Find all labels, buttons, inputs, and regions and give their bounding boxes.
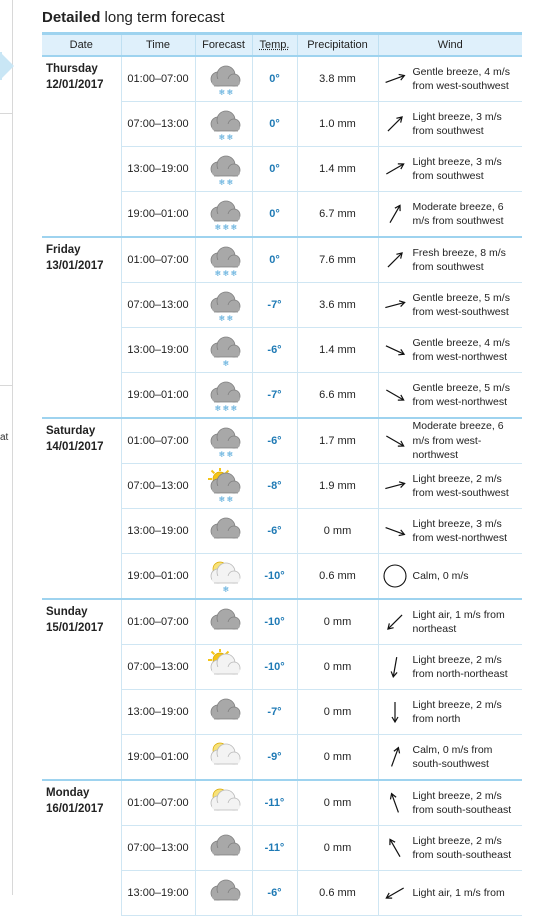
wind-arrow-icon	[382, 428, 408, 454]
table-row	[42, 780, 522, 826]
snowflake-icon: ❄	[218, 495, 225, 504]
temperature-cell: -10°	[252, 599, 297, 645]
wind-arrow-icon	[382, 609, 408, 635]
calm-circle-icon	[382, 563, 408, 589]
wind-description: Gentle breeze, 5 m/s from west-southwest	[412, 291, 510, 318]
snowflake-icon: ❄	[226, 495, 233, 504]
wind-cell	[378, 192, 522, 238]
moon-cloud-icon	[204, 785, 244, 821]
header-wind: Wind	[378, 34, 522, 57]
wind-cell	[378, 283, 522, 328]
time-cell: 07:00–13:00	[121, 102, 195, 147]
day-name: Sunday	[46, 606, 88, 618]
snowflake-icon: ❄	[218, 314, 225, 323]
temperature-cell: -6°	[252, 418, 297, 464]
sun-cloud-snow-icon	[204, 468, 244, 504]
forecast-cell	[195, 464, 252, 509]
sun-cloud-icon	[204, 649, 244, 685]
time-cell: 19:00–01:00	[121, 373, 195, 419]
day-date: 16/01/2017	[46, 803, 104, 815]
table-row	[42, 599, 522, 645]
time-cell: 13:00–19:00	[121, 147, 195, 192]
precipitation-cell: 0 mm	[297, 645, 378, 690]
wind-cell	[378, 328, 522, 373]
forecast-cell	[195, 373, 252, 419]
precipitation-cell: 1.0 mm	[297, 102, 378, 147]
time-cell: 19:00–01:00	[121, 554, 195, 600]
header-temp: Temp.	[252, 34, 297, 57]
temperature-cell: -11°	[252, 826, 297, 871]
wind-description: Light breeze, 2 m/s from north-northeast	[412, 653, 508, 680]
day-date: 15/01/2017	[46, 622, 104, 634]
day-date: 14/01/2017	[46, 441, 104, 453]
forecast-cell	[195, 690, 252, 735]
cloud-snow-icon	[204, 332, 244, 368]
precipitation-cell: 0.6 mm	[297, 871, 378, 916]
temperature-cell: -8°	[252, 464, 297, 509]
temperature-cell: -6°	[252, 871, 297, 916]
wind-cell	[378, 237, 522, 283]
header-precipitation: Precipitation	[297, 34, 378, 57]
precipitation-cell: 0 mm	[297, 599, 378, 645]
time-cell: 01:00–07:00	[121, 599, 195, 645]
snowflake-icon: ❄	[230, 223, 237, 232]
cloud-icon	[204, 513, 244, 549]
wind-arrow-icon	[382, 880, 408, 906]
temperature-cell: -7°	[252, 690, 297, 735]
forecast-cell	[195, 237, 252, 283]
wind-arrow-icon	[382, 790, 408, 816]
wind-cell	[378, 373, 522, 419]
left-panel-divider	[0, 385, 12, 386]
temperature-cell: 0°	[252, 237, 297, 283]
time-cell: 01:00–07:00	[121, 56, 195, 102]
wind-cell	[378, 56, 522, 102]
day-name: Thursday	[46, 63, 98, 75]
wind-description: Fresh breeze, 8 m/s from southwest	[412, 246, 506, 273]
cloud-snow-icon	[204, 242, 244, 278]
snowflake-icon: ❄	[222, 585, 229, 594]
snowflake-icon: ❄	[226, 314, 233, 323]
wind-cell	[378, 509, 522, 554]
forecast-cell	[195, 328, 252, 373]
snowflake-icon: ❄	[226, 88, 233, 97]
precipitation-cell: 3.6 mm	[297, 283, 378, 328]
wind-arrow-icon	[382, 835, 408, 861]
forecast-cell	[195, 56, 252, 102]
cloud-snow-icon	[204, 423, 244, 459]
wind-description: Calm, 0 m/s from south-southwest	[412, 743, 493, 770]
forecast-cell	[195, 147, 252, 192]
cloud-icon	[204, 875, 244, 911]
wind-cell	[378, 464, 522, 509]
wind-arrow-icon	[382, 111, 408, 137]
wind-description: Light air, 1 m/s from	[412, 886, 505, 899]
left-panel-divider	[0, 113, 12, 114]
wind-cell	[378, 780, 522, 826]
wind-description: Gentle breeze, 4 m/s from west-southwest	[412, 65, 510, 92]
day-cell	[42, 418, 121, 599]
cloud-snow-icon	[204, 287, 244, 323]
wind-description: Moderate breeze, 6 m/s from southwest	[412, 200, 504, 227]
forecast-cell	[195, 645, 252, 690]
wind-arrow-icon	[382, 518, 408, 544]
wind-description: Light breeze, 2 m/s from north	[412, 698, 502, 725]
wind-description: Light breeze, 2 m/s from west-southwest	[412, 472, 509, 499]
wind-cell	[378, 826, 522, 871]
cloud-icon	[204, 830, 244, 866]
wind-description: Light air, 1 m/s from northeast	[412, 608, 505, 635]
wind-cell	[378, 554, 522, 600]
wind-arrow-icon	[382, 156, 408, 182]
wind-cell	[378, 147, 522, 192]
page-title-rest: long term forecast	[100, 9, 225, 26]
forecast-cell	[195, 102, 252, 147]
wind-description: Light breeze, 3 m/s from southwest	[412, 110, 502, 137]
precipitation-cell: 0 mm	[297, 826, 378, 871]
time-cell: 07:00–13:00	[121, 826, 195, 871]
snowflake-icon: ❄	[230, 269, 237, 278]
forecast-cell	[195, 871, 252, 916]
snowflake-icon: ❄	[218, 450, 225, 459]
temperature-cell: -11°	[252, 780, 297, 826]
wind-arrow-icon	[382, 744, 408, 770]
wind-cell	[378, 599, 522, 645]
cloud-snow-icon	[204, 151, 244, 187]
temperature-cell: -10°	[252, 554, 297, 600]
left-panel-text: at	[0, 432, 9, 443]
time-cell: 13:00–19:00	[121, 690, 195, 735]
day-date: 13/01/2017	[46, 260, 104, 272]
time-cell: 07:00–13:00	[121, 645, 195, 690]
cloud-snow-icon	[204, 196, 244, 232]
forecast-cell	[195, 780, 252, 826]
precipitation-cell: 6.7 mm	[297, 192, 378, 238]
time-cell: 01:00–07:00	[121, 237, 195, 283]
wind-description: Light breeze, 3 m/s from west-northwest	[412, 517, 508, 544]
precipitation-cell: 6.6 mm	[297, 373, 378, 419]
snowflake-icon: ❄	[222, 269, 229, 278]
wind-arrow-icon	[382, 382, 408, 408]
header-time: Time	[121, 34, 195, 57]
temperature-cell: -7°	[252, 283, 297, 328]
page-title-bold: Detailed	[42, 9, 101, 26]
table-row	[42, 237, 522, 283]
cloud-icon	[204, 694, 244, 730]
snowflake-icon: ❄	[218, 178, 225, 187]
day-name: Saturday	[46, 425, 96, 437]
time-cell: 13:00–19:00	[121, 871, 195, 916]
precipitation-cell: 1.7 mm	[297, 418, 378, 464]
table-row	[42, 56, 522, 102]
forecast-cell	[195, 826, 252, 871]
day-name: Monday	[46, 787, 90, 799]
time-cell: 19:00–01:00	[121, 192, 195, 238]
snowflake-icon: ❄	[226, 178, 233, 187]
wind-description: Gentle breeze, 5 m/s from west-northwest	[412, 381, 510, 408]
wind-arrow-icon	[382, 247, 408, 273]
wind-arrow-icon	[382, 66, 408, 92]
precipitation-cell: 0 mm	[297, 509, 378, 554]
snowflake-icon: ❄	[222, 223, 229, 232]
time-cell: 13:00–19:00	[121, 328, 195, 373]
precipitation-cell: 3.8 mm	[297, 56, 378, 102]
temperature-cell: 0°	[252, 192, 297, 238]
temperature-cell: 0°	[252, 102, 297, 147]
cloud-snow-icon	[204, 377, 244, 413]
temperature-cell: -10°	[252, 645, 297, 690]
wind-arrow-icon	[382, 201, 408, 227]
precipitation-cell: 1.4 mm	[297, 147, 378, 192]
wind-description: Moderate breeze, 6 m/s from west-northwest	[412, 420, 504, 462]
forecast-cell	[195, 283, 252, 328]
time-cell: 07:00–13:00	[121, 464, 195, 509]
precipitation-cell: 0 mm	[297, 735, 378, 781]
forecast-cell	[195, 599, 252, 645]
temperature-cell: 0°	[252, 56, 297, 102]
time-cell: 01:00–07:00	[121, 418, 195, 464]
wind-cell	[378, 690, 522, 735]
wind-description: Gentle breeze, 4 m/s from west-northwest	[412, 336, 510, 363]
time-cell: 19:00–01:00	[121, 735, 195, 781]
wind-arrow-icon	[382, 473, 408, 499]
forecast-cell	[195, 735, 252, 781]
wind-description: Light breeze, 3 m/s from southwest	[412, 155, 502, 182]
snowflake-icon: ❄	[214, 404, 221, 413]
snowflake-icon: ❄	[222, 359, 229, 368]
snowflake-icon: ❄	[214, 269, 221, 278]
snowflake-icon: ❄	[214, 223, 221, 232]
precipitation-cell: 0 mm	[297, 690, 378, 735]
wind-cell	[378, 645, 522, 690]
snowflake-icon: ❄	[222, 404, 229, 413]
day-name: Friday	[46, 244, 81, 256]
forecast-cell	[195, 192, 252, 238]
header-forecast: Forecast	[195, 34, 252, 57]
snowflake-icon: ❄	[226, 133, 233, 142]
forecast-cell	[195, 509, 252, 554]
wind-cell	[378, 735, 522, 781]
time-cell: 01:00–07:00	[121, 780, 195, 826]
moon-cloud-snow-icon	[204, 558, 244, 594]
wind-cell	[378, 102, 522, 147]
temperature-cell: -6°	[252, 509, 297, 554]
table-header-row	[42, 34, 522, 57]
cloud-icon	[204, 604, 244, 640]
day-cell	[42, 237, 121, 418]
table-row	[42, 418, 522, 464]
time-cell: 07:00–13:00	[121, 283, 195, 328]
cloud-snow-icon	[204, 106, 244, 142]
wind-description: Calm, 0 m/s	[412, 569, 469, 582]
header-date: Date	[42, 34, 121, 57]
snowflake-icon: ❄	[218, 133, 225, 142]
precipitation-cell: 1.9 mm	[297, 464, 378, 509]
forecast-table	[42, 32, 522, 916]
wind-arrow-icon	[382, 337, 408, 363]
page-title	[42, 9, 225, 26]
day-cell	[42, 599, 121, 780]
snowflake-icon: ❄	[230, 404, 237, 413]
precipitation-cell: 0 mm	[297, 780, 378, 826]
temperature-cell: -6°	[252, 328, 297, 373]
forecast-cell	[195, 554, 252, 600]
temperature-cell: -9°	[252, 735, 297, 781]
wind-arrow-icon	[382, 699, 408, 725]
precipitation-cell: 1.4 mm	[297, 328, 378, 373]
snowflake-icon: ❄	[226, 450, 233, 459]
time-cell: 13:00–19:00	[121, 509, 195, 554]
wind-description: Light breeze, 2 m/s from south-southeast	[412, 789, 512, 816]
precipitation-cell: 0.6 mm	[297, 554, 378, 600]
day-date: 12/01/2017	[46, 79, 104, 91]
wind-arrow-icon	[382, 654, 408, 680]
forecast-cell	[195, 418, 252, 464]
day-cell	[42, 780, 121, 916]
wind-cell	[378, 871, 522, 916]
left-panel-strip	[0, 0, 13, 895]
wind-arrow-icon	[382, 292, 408, 318]
temperature-cell: -7°	[252, 373, 297, 419]
day-cell	[42, 56, 121, 237]
moon-cloud-icon	[204, 739, 244, 775]
left-panel-arrow[interactable]	[0, 52, 14, 80]
wind-cell	[378, 418, 522, 464]
precipitation-cell: 7.6 mm	[297, 237, 378, 283]
cloud-snow-icon	[204, 61, 244, 97]
wind-description: Light breeze, 2 m/s from south-southeast	[412, 834, 512, 861]
snowflake-icon: ❄	[218, 88, 225, 97]
temperature-cell: 0°	[252, 147, 297, 192]
